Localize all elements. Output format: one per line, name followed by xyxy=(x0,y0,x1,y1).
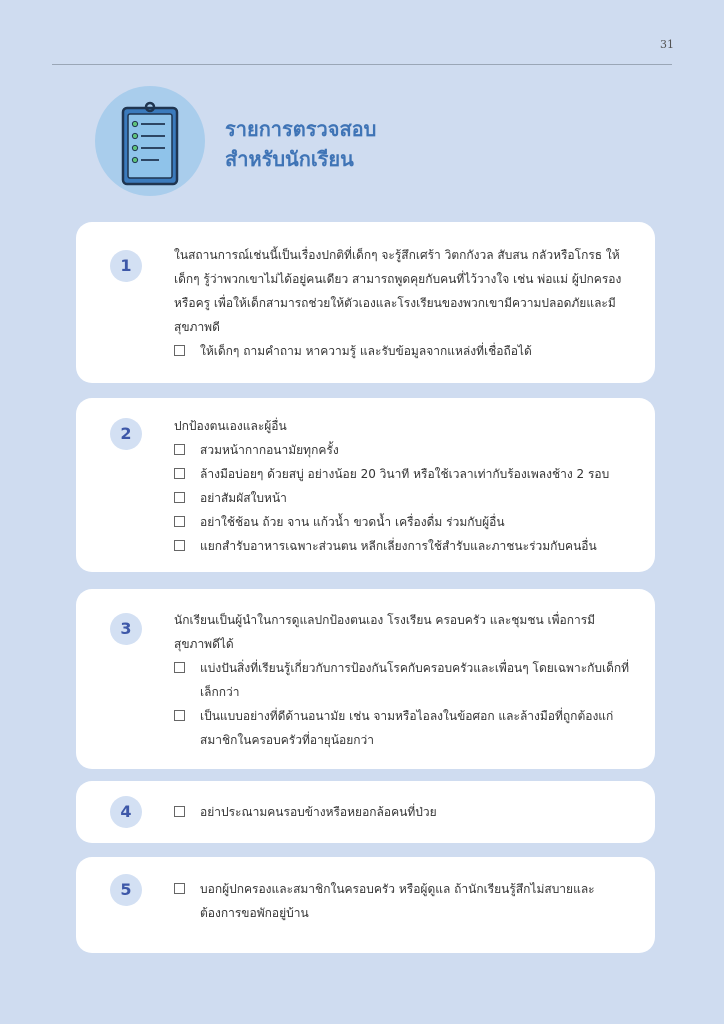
checklist-card-1 xyxy=(76,222,655,383)
checkbox[interactable] xyxy=(174,345,185,356)
checklist-item[interactable] xyxy=(174,656,633,704)
checkbox[interactable] xyxy=(174,540,185,551)
checklist-card-4 xyxy=(76,781,655,843)
section-number-badge: 2 xyxy=(110,418,142,450)
checkbox[interactable] xyxy=(174,516,185,527)
checkbox[interactable] xyxy=(174,492,185,503)
checklist-item[interactable] xyxy=(174,510,633,534)
section-content xyxy=(174,800,633,824)
checklist-item-label: แบ่งปันสิ่งที่เรียนรู้เกี่ยวกับการป้องกันโรคกับครอบครัวและเพื่อนๆ โดยเฉพาะกับเด็กที่เล็กกว่า xyxy=(200,661,630,699)
checklist-item[interactable] xyxy=(174,800,633,824)
checklist-item[interactable] xyxy=(174,462,633,486)
checklist-item[interactable] xyxy=(174,486,633,510)
checklist-item[interactable] xyxy=(174,534,633,558)
checklist-item-label: ให้เด็กๆ ถามคำถาม หาความรู้ และรับข้อมูลจากแหล่งที่เชื่อถือได้ xyxy=(200,344,532,358)
section-content xyxy=(174,877,633,925)
checklist-item[interactable] xyxy=(174,877,633,925)
checkbox[interactable] xyxy=(174,662,185,673)
checklist-item-label: ล้างมือบ่อยๆ ด้วยสบู่ อย่างน้อย 20 วินาที หรือใช้เวลาเท่ากับร้องเพลงช้าง 2 รอบ xyxy=(200,467,610,481)
header-divider xyxy=(52,64,672,65)
section-number-badge: 1 xyxy=(110,250,142,282)
checklist-item-label: สวมหน้ากากอนามัยทุกครั้ง xyxy=(200,443,339,457)
section-content xyxy=(174,414,633,558)
checklist-item[interactable] xyxy=(174,704,633,752)
checklist-item-label: แยกสำรับอาหารเฉพาะส่วนตน หลีกเลี่ยงการใช้สำรับและภาชนะร่วมกับคนอื่น xyxy=(200,539,597,553)
checklist-item-label: อย่าสัมผัสใบหน้า xyxy=(200,491,287,505)
section-content xyxy=(174,243,633,363)
checkbox[interactable] xyxy=(174,883,185,894)
section-content xyxy=(174,608,633,752)
title-line-2: สำหรับนักเรียน xyxy=(225,147,354,171)
section-number-badge: 4 xyxy=(110,796,142,828)
section-number-badge: 3 xyxy=(110,613,142,645)
page-number: 31 xyxy=(660,38,674,51)
checklist-item-label: อย่าประณามคนรอบข้างหรือหยอกล้อคนที่ป่วย xyxy=(200,805,437,819)
checklist-item[interactable] xyxy=(174,438,633,462)
checklist-item[interactable] xyxy=(174,339,633,363)
checklist-card-3 xyxy=(76,589,655,769)
header-icon-circle xyxy=(95,86,205,196)
section-number-badge: 5 xyxy=(110,874,142,906)
section-intro: ปกป้องตนเองและผู้อื่น xyxy=(174,419,287,433)
section-intro: นักเรียนเป็นผู้นำในการดูแลปกป้องตนเอง โรงเรียน ครอบครัว และชุมชน เพื่อการมีสุขภาพดีได้ xyxy=(174,613,596,651)
checklist-item-label: อย่าใช้ช้อน ถ้วย จาน แก้วน้ำ ขวดน้ำ เครื่องดื่ม ร่วมกับผู้อื่น xyxy=(200,515,505,529)
clipboard-checklist-icon xyxy=(115,98,185,188)
checklist-item-label: เป็นแบบอย่างที่ดีด้านอนามัย เช่น จามหรือไอลงในข้อศอก และล้างมือที่ถูกต้องแก่สมาชิกในครอบครัวที่อายุน้อยกว่า xyxy=(200,709,614,747)
page-title xyxy=(225,114,376,174)
checklist-card-2 xyxy=(76,398,655,572)
checklist-item-label: บอกผู้ปกครองและสมาชิกในครอบครัว หรือผู้ดูแล ถ้านักเรียนรู้สึกไม่สบายและต้องการขอพักอยู่บ้าน xyxy=(200,882,595,920)
checkbox[interactable] xyxy=(174,468,185,479)
checkbox[interactable] xyxy=(174,710,185,721)
section-intro: ในสถานการณ์เช่นนี้เป็นเรื่องปกติที่เด็กๆ จะรู้สึกเศร้า วิตกกังวล สับสน กลัวหรือโกรธ ให้เด็กๆ รู้ว่าพวกเขาไม่ได้อยู่คนเดียว สามารถพูดคุยกับคนที่ไว้วางใจ เช่น พ่อแม่ ผู้ปกครอง หรือครู เพื่อให้เด็กสามารถช่วยให้ตัวเองและโรงเรียนของพวกเขามีความปลอดภัยและมีสุขภาพดี xyxy=(174,248,622,334)
checkbox[interactable] xyxy=(174,806,185,817)
checkbox[interactable] xyxy=(174,444,185,455)
title-line-1: รายการตรวจสอบ xyxy=(225,117,377,141)
checklist-card-5 xyxy=(76,857,655,953)
